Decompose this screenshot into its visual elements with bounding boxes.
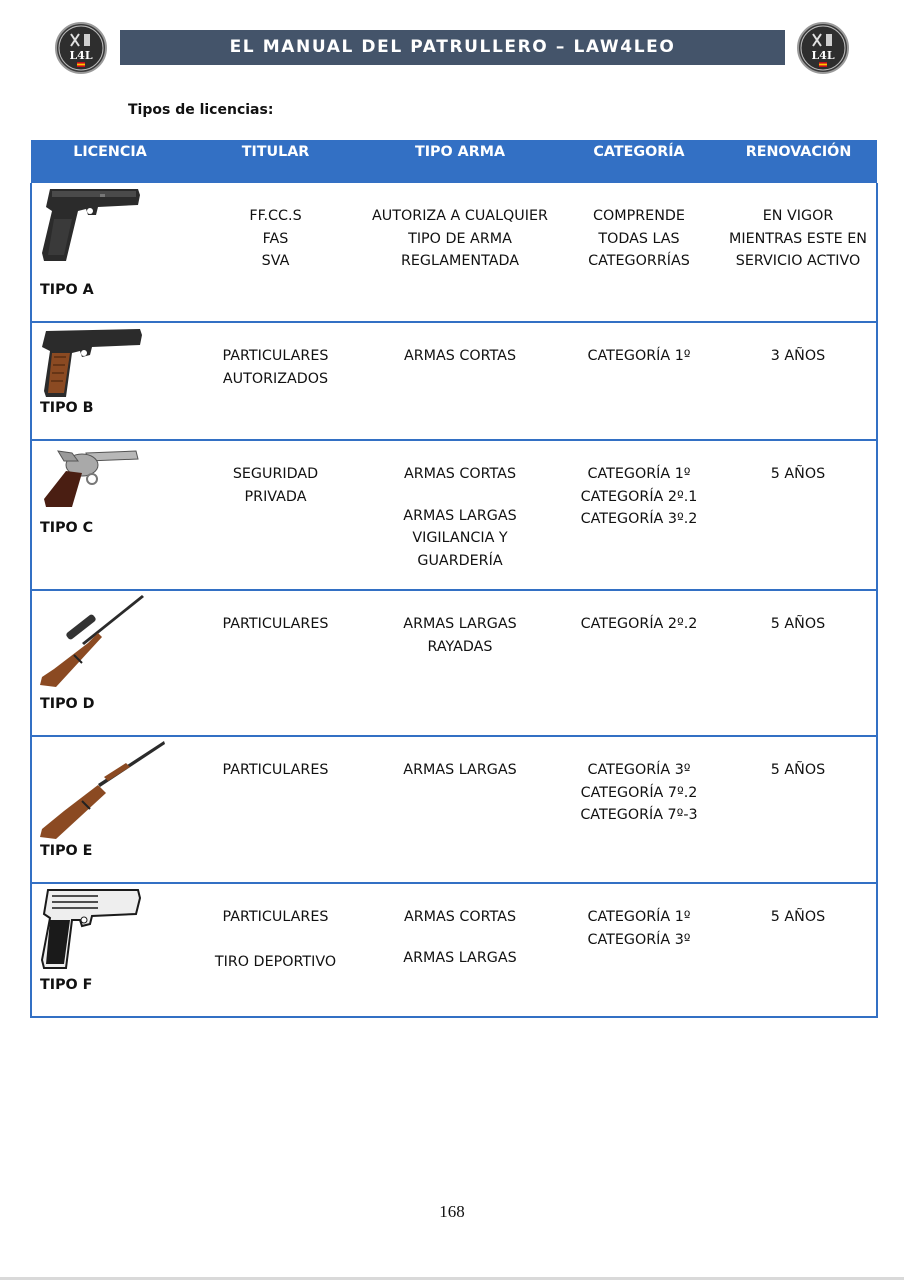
renovacion-line: 5 AÑOS bbox=[770, 762, 826, 778]
renovacion-cell bbox=[720, 322, 877, 440]
titular-cell bbox=[189, 440, 362, 590]
licencia-cell bbox=[31, 322, 189, 440]
categoria-line: CATEGORÍA 1º bbox=[587, 466, 691, 482]
tipo-arma-cell bbox=[362, 590, 558, 736]
categoria-line: CATEGORÍA 1º bbox=[587, 909, 691, 925]
column-header-categoria: CATEGORÍA bbox=[558, 140, 720, 183]
categoria-cell bbox=[558, 183, 720, 322]
table-row bbox=[31, 440, 877, 590]
page-number: 168 bbox=[439, 1202, 465, 1221]
tipo-arma-line: GUARDERÍA bbox=[417, 552, 503, 569]
titular-line: FAS bbox=[262, 230, 289, 247]
renovacion-cell bbox=[720, 590, 877, 736]
license-type-label: TIPO B bbox=[40, 399, 94, 416]
titular-cell bbox=[189, 183, 362, 322]
renovacion-line: 3 AÑOS bbox=[770, 348, 826, 364]
tipo-arma-cell bbox=[362, 883, 558, 1017]
renovacion-line: SERVICIO ACTIVO bbox=[735, 253, 861, 269]
categoria-cell bbox=[558, 883, 720, 1017]
scoped-rifle-icon bbox=[38, 593, 146, 693]
tipo-arma-line: ARMAS LARGAS bbox=[403, 616, 517, 632]
renovacion-line: MIENTRAS ESTE EN bbox=[729, 230, 867, 247]
table-row bbox=[31, 590, 877, 736]
law4leo-logo-left bbox=[55, 22, 107, 74]
license-type-label: TIPO C bbox=[40, 519, 94, 536]
table-header-row bbox=[31, 140, 877, 183]
titular-cell bbox=[189, 736, 362, 883]
titular-line: TIRO DEPORTIVO bbox=[214, 953, 337, 970]
sport-pistol-icon bbox=[38, 886, 142, 970]
titular-line: PARTICULARES bbox=[222, 762, 329, 778]
tipo-arma-line: REGLAMENTADA bbox=[400, 253, 520, 269]
tipo-arma-line: AUTORIZA A CUALQUIER bbox=[372, 208, 548, 224]
column-header-titular: TITULAR bbox=[189, 140, 362, 183]
titular-line: AUTORIZADOS bbox=[222, 370, 329, 387]
tipo-arma-cell bbox=[362, 440, 558, 590]
renovacion-cell bbox=[720, 440, 877, 590]
pistol-black-icon bbox=[38, 185, 142, 265]
tipo-arma-cell bbox=[362, 183, 558, 322]
titular-cell bbox=[189, 590, 362, 736]
categoria-line: CATEGORÍA 3º bbox=[587, 931, 691, 948]
titular-cell bbox=[189, 322, 362, 440]
titular-cell bbox=[189, 883, 362, 1017]
categoria-line: CATEGORÍA 1º bbox=[587, 348, 691, 364]
titular-line: PARTICULARES bbox=[222, 616, 329, 632]
categoria-cell bbox=[558, 440, 720, 590]
renovacion-line: 5 AÑOS bbox=[770, 616, 826, 632]
categoria-line: CATEGORRÍAS bbox=[588, 253, 690, 269]
renovacion-cell bbox=[720, 883, 877, 1017]
svg-text:L4L: L4L bbox=[69, 49, 93, 62]
tipo-arma-line: VIGILANCIA Y bbox=[412, 530, 508, 546]
table-row bbox=[31, 183, 877, 322]
titular-line: SVA bbox=[261, 253, 290, 269]
table-row bbox=[31, 883, 877, 1017]
renovacion-cell bbox=[720, 183, 877, 322]
licenses-table bbox=[30, 140, 878, 1018]
categoria-line: TODAS LAS bbox=[598, 230, 680, 247]
titular-line: PARTICULARES bbox=[222, 909, 329, 925]
tipo-arma-line: ARMAS CORTAS bbox=[403, 348, 517, 364]
categoria-cell bbox=[558, 590, 720, 736]
column-header-licencia: LICENCIA bbox=[31, 140, 189, 183]
column-header-renovacion: RENOVACIÓN bbox=[720, 140, 877, 183]
categoria-line: CATEGORÍA 7º.2 bbox=[580, 784, 698, 801]
tipo-arma-line: ARMAS LARGAS bbox=[403, 507, 517, 524]
pistol-wood-grip-icon bbox=[38, 325, 144, 399]
licencia-cell bbox=[31, 183, 189, 322]
categoria-line: CATEGORÍA 2º.2 bbox=[580, 616, 698, 632]
licencia-cell bbox=[31, 440, 189, 590]
categoria-cell bbox=[558, 322, 720, 440]
tipo-arma-line: TIPO DE ARMA bbox=[408, 230, 512, 247]
license-type-label: TIPO D bbox=[40, 695, 95, 712]
document-title-banner bbox=[120, 30, 785, 65]
titular-line: SEGURIDAD bbox=[232, 466, 319, 482]
document-title: EL MANUAL DEL PATRULLERO – LAW4LEO bbox=[229, 37, 676, 57]
license-type-label: TIPO A bbox=[40, 281, 94, 298]
licencia-cell bbox=[31, 736, 189, 883]
tipo-arma-cell bbox=[362, 322, 558, 440]
renovacion-line: 5 AÑOS bbox=[770, 466, 826, 482]
categoria-line: CATEGORÍA 3º.2 bbox=[580, 511, 698, 527]
tipo-arma-cell bbox=[362, 736, 558, 883]
renovacion-line: EN VIGOR bbox=[762, 208, 834, 224]
licencia-cell bbox=[31, 883, 189, 1017]
categoria-line: CATEGORÍA 2º.1 bbox=[580, 488, 698, 505]
column-header-tipo-arma: TIPO ARMA bbox=[362, 140, 558, 183]
tipo-arma-line: ARMAS CORTAS bbox=[403, 909, 517, 925]
titular-line: FF.CC.S bbox=[249, 208, 302, 224]
categoria-line: COMPRENDE bbox=[593, 208, 685, 224]
tipo-arma-line: RAYADAS bbox=[427, 638, 493, 655]
table-row bbox=[31, 736, 877, 883]
section-subtitle: Tipos de licencias: bbox=[128, 102, 274, 118]
renovacion-cell bbox=[720, 736, 877, 883]
titular-line: PRIVADA bbox=[244, 488, 307, 505]
tipo-arma-line: ARMAS LARGAS bbox=[403, 762, 517, 778]
renovacion-line: 5 AÑOS bbox=[770, 909, 826, 925]
categoria-cell bbox=[558, 736, 720, 883]
license-type-label: TIPO F bbox=[40, 976, 93, 993]
categoria-line: CATEGORÍA 7º-3 bbox=[580, 807, 698, 823]
shotgun-icon bbox=[38, 739, 166, 843]
categoria-line: CATEGORÍA 3º bbox=[587, 762, 691, 778]
tipo-arma-line: ARMAS CORTAS bbox=[403, 466, 517, 482]
table-row bbox=[31, 322, 877, 440]
law4leo-logo-right bbox=[797, 22, 849, 74]
revolver-icon bbox=[38, 443, 142, 511]
svg-text:L4L: L4L bbox=[811, 49, 835, 62]
license-type-label: TIPO E bbox=[40, 842, 93, 859]
licencia-cell bbox=[31, 590, 189, 736]
titular-line: PARTICULARES bbox=[222, 348, 329, 364]
tipo-arma-line: ARMAS LARGAS bbox=[403, 949, 517, 966]
